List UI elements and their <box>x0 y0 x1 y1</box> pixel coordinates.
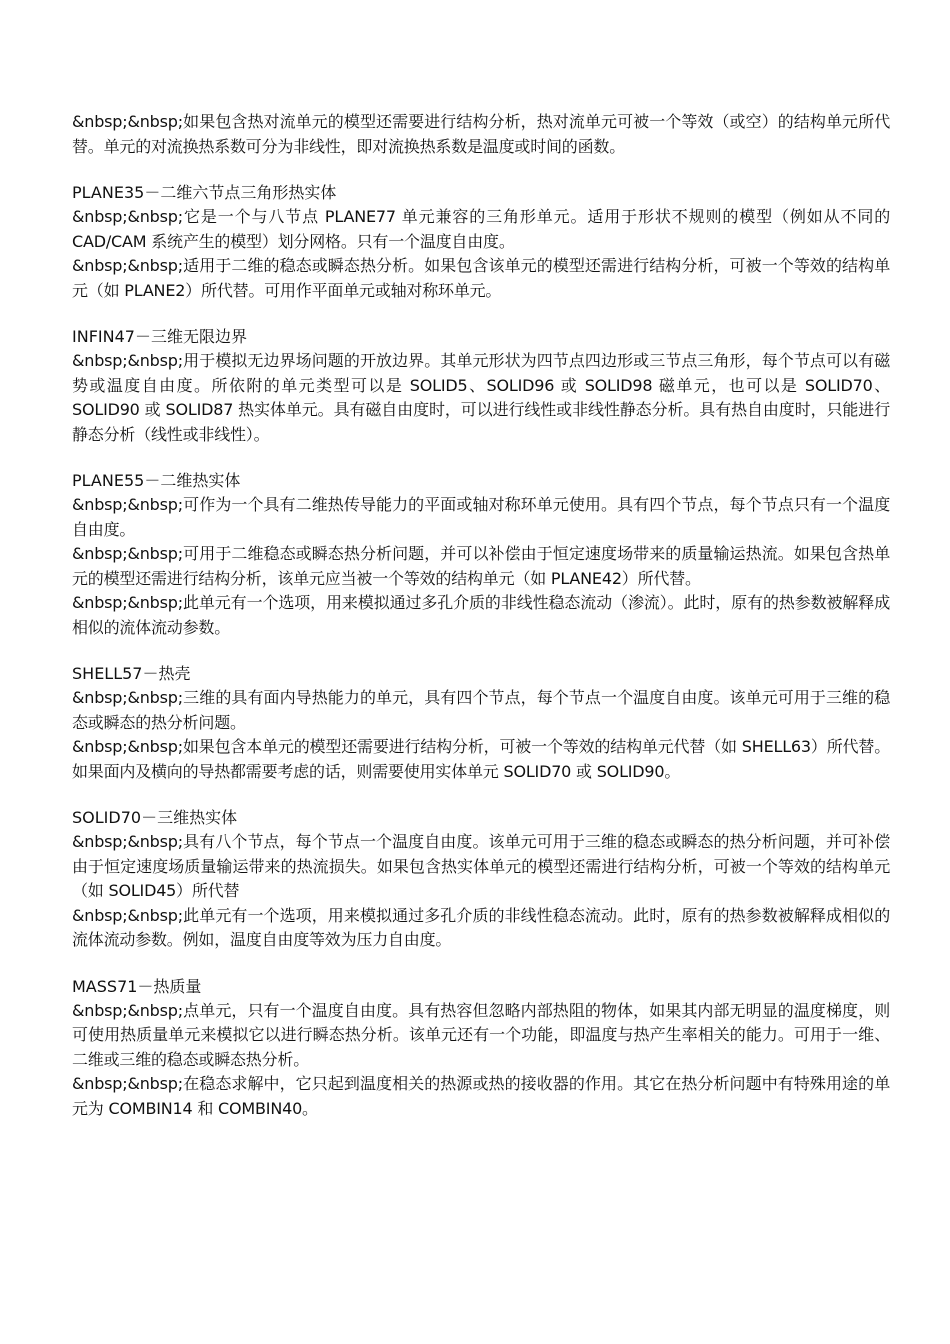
paragraph: &nbsp;&nbsp;如果包含热对流单元的模型还需要进行结构分析，热对流单元可被一个等效（或空）的结构单元所代替。单元的对流换热系数可分为非线性，即对流换热系数是温度或时间的函数。 <box>72 112 890 156</box>
paragraph: &nbsp;&nbsp;具有八个节点，每个节点一个温度自由度。该单元可用于三维的稳态或瞬态的热分析问题，并可补偿由于恒定速度场质量输运带来的热流损失。如果包含热实体单元的模型还需进行结构分析，可被一个等效的结构单元（如 SOLID45）所代替 <box>72 832 890 900</box>
paragraph: &nbsp;&nbsp;在稳态求解中，它只起到温度相关的热源或热的接收器的作用。其它在热分析问题中有特殊用途的单元为 COMBIN14 和 COMBIN40。 <box>72 1074 890 1118</box>
paragraph: &nbsp;&nbsp;可用于二维稳态或瞬态热分析问题，并可以补偿由于恒定速度场带来的质量输运热流。如果包含热单元的模型还需进行结构分析，该单元应当被一个等效的结构单元（如 PLANE42）所代替。 <box>72 544 890 588</box>
section-heading: MASS71－热质量 <box>72 976 202 996</box>
section-plane35 <box>72 181 890 303</box>
section-heading: PLANE55－二维热实体 <box>72 471 241 490</box>
document-body <box>72 110 890 1143</box>
paragraph: &nbsp;&nbsp;此单元有一个选项，用来模拟通过多孔介质的非线性稳态流动（渗流）。此时，原有的热参数被解释成相似的流体流动参数。 <box>72 593 890 637</box>
section-plane55 <box>72 469 890 640</box>
section-intro <box>72 110 890 159</box>
paragraph: &nbsp;&nbsp;它是一个与八节点 PLANE77 单元兼容的三角形单元。适用于形状不规则的模型（例如从不同的 CAD/CAM 系统产生的模型）划分网格。只有一个温度自由度。 <box>72 207 890 251</box>
paragraph: &nbsp;&nbsp;用于模拟无边界场问题的开放边界。其单元形状为四节点四边形或三节点三角形，每个节点可以有磁势或温度自由度。所依附的单元类型可以是 SOLID5、SOLID96 或 SOLID98 磁单元，也可以是 SOLID70、SOLID90 或 SOLID87 热实体单元。具有磁自由度时，可以进行线性或非线性静态分析。具有热自由度时，只能进行静态分析（线性或非线性）。 <box>72 351 890 444</box>
section-heading: INFIN47－三维无限边界 <box>72 327 247 346</box>
section-shell57 <box>72 662 890 784</box>
section-mass71 <box>72 975 890 1122</box>
paragraph: &nbsp;&nbsp;三维的具有面内导热能力的单元，具有四个节点，每个节点一个温度自由度。该单元可用于三维的稳态或瞬态的热分析问题。 <box>72 688 890 732</box>
section-solid70 <box>72 806 890 953</box>
section-heading: PLANE35－二维六节点三角形热实体 <box>72 183 337 202</box>
paragraph: &nbsp;&nbsp;可作为一个具有二维热传导能力的平面或轴对称环单元使用。具有四个节点，每个节点只有一个温度自由度。 <box>72 495 890 539</box>
paragraph: &nbsp;&nbsp;适用于二维的稳态或瞬态热分析。如果包含该单元的模型还需进行结构分析，可被一个等效的结构单元（如 PLANE2）所代替。可用作平面单元或轴对称环单元。 <box>72 256 890 300</box>
paragraph: &nbsp;&nbsp;点单元，只有一个温度自由度。具有热容但忽略内部热阻的物体，如果其内部无明显的温度梯度，则可使用热质量单元来模拟它以进行瞬态热分析。该单元还有一个功能，即温度与热产生率相关的能力。可用于一维、二维或三维的稳态或瞬态热分析。 <box>72 1000 890 1069</box>
paragraph: &nbsp;&nbsp;如果包含本单元的模型还需要进行结构分析，可被一个等效的结构单元代替（如 SHELL63）所代替。如果面内及横向的导热都需要考虑的话，则需要使用实体单元 SOLID70 或 SOLID90。 <box>72 737 890 781</box>
section-heading: SHELL57－热壳 <box>72 664 191 683</box>
section-heading: SOLID70－三维热实体 <box>72 808 238 827</box>
section-infin47 <box>72 325 890 447</box>
paragraph: &nbsp;&nbsp;此单元有一个选项，用来模拟通过多孔介质的非线性稳态流动。此时，原有的热参数被解释成相似的流体流动参数。例如，温度自由度等效为压力自由度。 <box>72 905 890 949</box>
